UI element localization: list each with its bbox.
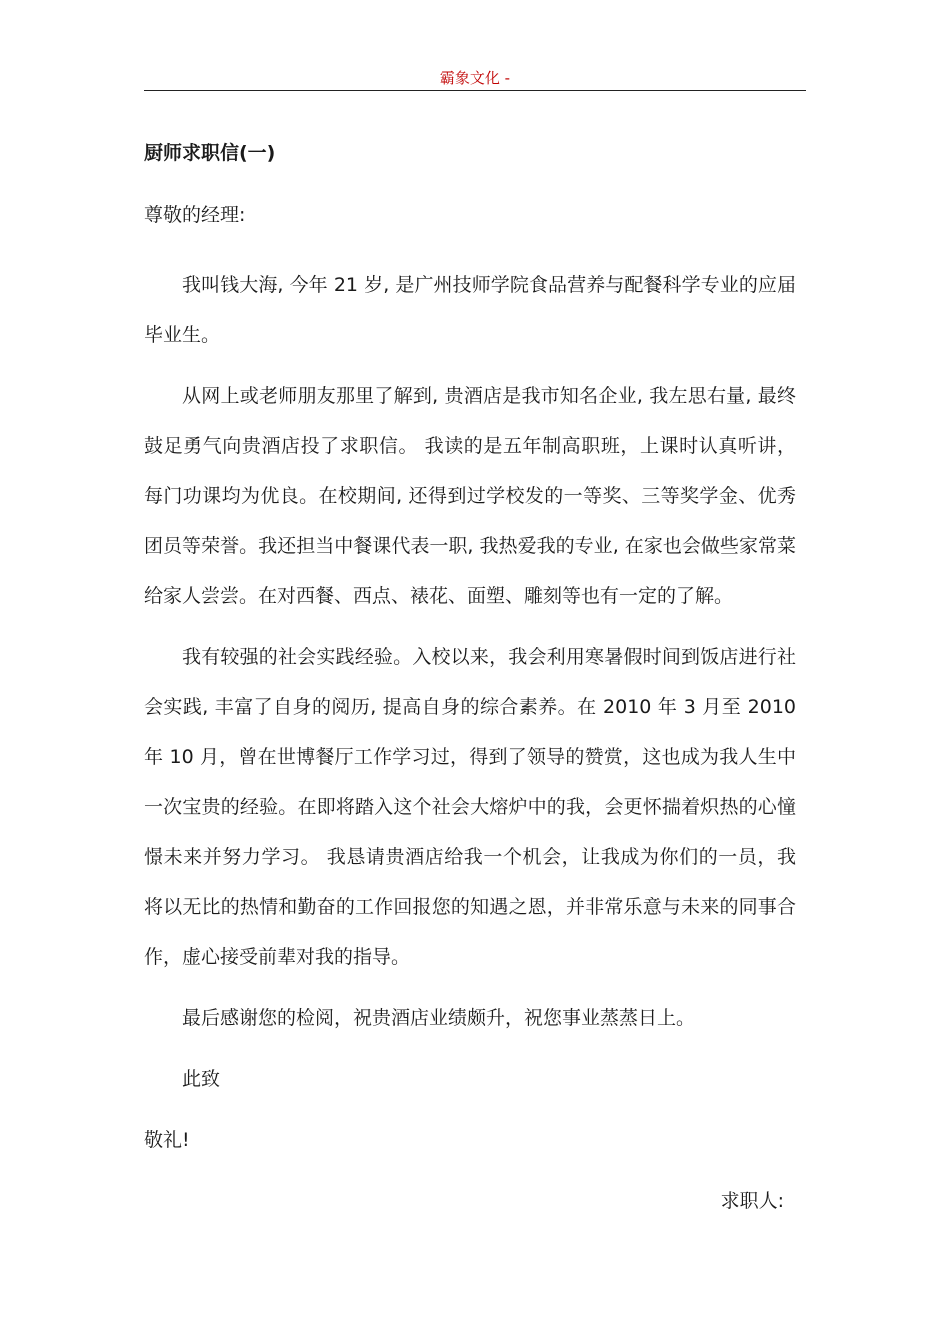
paragraph-intro: 我叫钱大海, 今年 21 岁, 是广州技师学院食品营养与配餐科学专业的应届毕业生。 (144, 274, 796, 346)
salutation: 尊敬的经理: (144, 204, 246, 226)
signature: 求职人: (720, 1190, 784, 1212)
paragraph-experience: 我有较强的社会实践经验。入校以来，我会利用寒暑假时间到饭店进行社会实践, 丰富了自身的阅历, 提高自身的综合素养。在 2010 年 3 月至 2010 年 10 月，曾在世博餐厅工作学习过，得到了领导的赞赏，这也成为我人生中一次宝贵的经验。在即将踏入这个社会大熔炉中的我，会更怀揣着炽热的心憧憬未来并努力学习。 我恳请贵酒店给我一个机会，让我成为你们的一员，我将以无比的热情和勤奋的工作回报您的知遇之恩，并非常乐意与未来的同事合作，虚心接受前辈对我的指导。 (144, 646, 796, 968)
document-title: 厨师求职信(一) (144, 142, 276, 164)
document-body (144, 136, 796, 1226)
page-header (144, 66, 806, 91)
closing-cizhi: 此致 (182, 1068, 221, 1090)
closing-jingli: 敬礼! (144, 1129, 190, 1151)
header-text: 霸象文化 - (439, 69, 511, 87)
paragraph-thanks: 最后感谢您的检阅，祝贵酒店业绩颇升，祝您事业蒸蒸日上。 (182, 1007, 696, 1029)
paragraph-background: 从网上或老师朋友那里了解到, 贵酒店是我市知名企业, 我左思右量, 最终鼓足勇气向贵酒店投了求职信。 我读的是五年制高职班，上课时认真听讲，每门功课均为优良。在校期间, 还得到过学校发的一等奖、三等奖学金、优秀团员等荣誉。我还担当中餐课代表一职, 我热爱我的专业, 在家也会做些家常菜给家人尝尝。在对西餐、西点、裱花、面塑、雕刻等也有一定的了解。 (144, 385, 796, 607)
